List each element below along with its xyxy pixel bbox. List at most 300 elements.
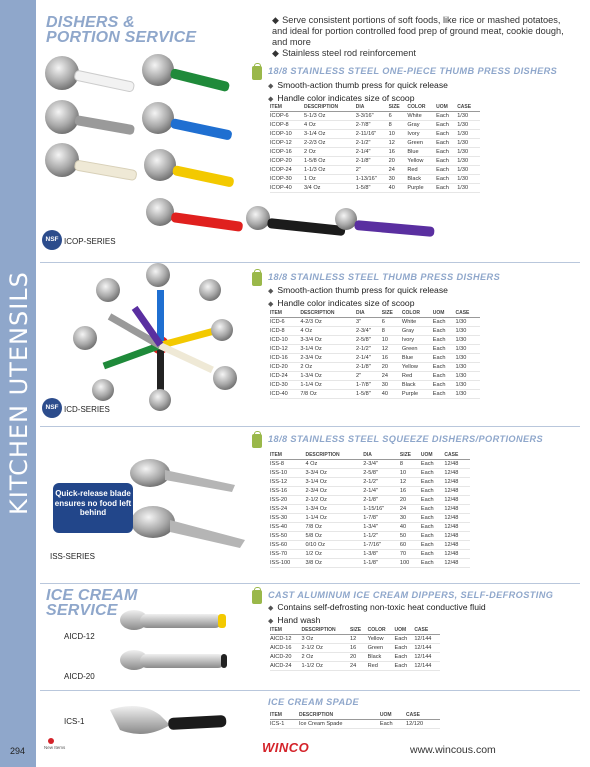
page-number: 294 — [10, 746, 26, 756]
table-cell: 1/30 — [457, 157, 480, 166]
table-cell: ICD-12 — [270, 345, 300, 354]
table-cell: 12/48 — [444, 559, 470, 568]
table-cell: 2-3/4" — [363, 460, 400, 469]
table-cell: 2-1/8" — [363, 496, 400, 505]
table-cell: ISS-16 — [270, 487, 305, 496]
table-cell: ISS-40 — [270, 523, 305, 532]
dishers-title-line2: PORTION SERVICE — [46, 29, 197, 46]
table-cell: 1/30 — [457, 148, 480, 157]
table-header: ITEM — [270, 626, 301, 635]
table-cell: 12/48 — [444, 496, 470, 505]
table-cell: 1/30 — [455, 363, 480, 372]
table-cell: ICD-30 — [270, 381, 300, 390]
table-cell: 1/30 — [455, 354, 480, 363]
icop-disher-green-icon — [142, 54, 230, 92]
table-header: DESCRIPTION — [305, 451, 363, 460]
table-cell: Blue — [407, 148, 436, 157]
table-cell: 12/48 — [444, 541, 470, 550]
table-cell: 3" — [356, 318, 382, 327]
table-cell: 12/48 — [444, 514, 470, 523]
table-cell: Each — [421, 505, 445, 514]
table-cell: 6 — [382, 318, 402, 327]
table-row — [270, 514, 470, 523]
table-cell: 20 — [350, 653, 368, 662]
table-cell: 1/30 — [455, 336, 480, 345]
table-row — [270, 487, 470, 496]
table-row — [270, 372, 480, 381]
table-cell: 2-1/2" — [356, 345, 382, 354]
icd-spec-table — [270, 309, 480, 399]
table-cell: ISS-12 — [270, 478, 305, 487]
table-cell: Yellow — [402, 363, 433, 372]
table-cell: 12 — [382, 345, 402, 354]
table-cell: Ice Cream Spade — [299, 720, 380, 729]
table-cell: 12/48 — [444, 469, 470, 478]
icop-bullet-2: ◆ Handle color indicates size of scoop — [268, 93, 448, 106]
table-row — [270, 157, 480, 166]
table-cell: 2-1/2" — [356, 139, 389, 148]
table-cell: Black — [368, 653, 395, 662]
table-cell: 12/48 — [444, 478, 470, 487]
table-header: CASE — [444, 451, 470, 460]
table-cell: 4 Oz — [300, 327, 356, 336]
table-cell: Each — [421, 541, 445, 550]
table-cell: 1/30 — [457, 175, 480, 184]
table-cell: 1-1/2 Oz — [301, 662, 350, 671]
table-cell: 3-1/4 Oz — [305, 478, 363, 487]
table-cell: 2" — [356, 166, 389, 175]
table-header: DESCRIPTION — [304, 103, 356, 112]
table-header: DESCRIPTION — [299, 711, 380, 720]
table-cell: 3-3/4 Oz — [305, 469, 363, 478]
table-cell: ICD-16 — [270, 354, 300, 363]
iss-spec-table — [270, 451, 470, 568]
table-cell: 1-13/16" — [356, 175, 389, 184]
table-cell: 8 — [382, 327, 402, 336]
table-cell: White — [407, 112, 436, 121]
table-cell: Each — [421, 550, 445, 559]
table-cell: 3-3/16" — [356, 112, 389, 121]
icd-disher-wheel-icon — [73, 263, 237, 411]
table-cell: ISS-60 — [270, 541, 305, 550]
aicd-title: CAST ALUMINUM ICE CREAM DIPPERS, SELF-DEFROSTING — [268, 590, 554, 600]
table-header: DESCRIPTION — [301, 626, 350, 635]
table-cell: 40 — [400, 523, 421, 532]
table-cell: 2-1/8" — [356, 157, 389, 166]
divider — [40, 690, 580, 691]
table-cell: 0/10 Oz — [305, 541, 363, 550]
table-cell: 60 — [400, 541, 421, 550]
aicd-20-label: AICD-20 — [64, 672, 95, 681]
table-cell: 4 Oz — [305, 460, 363, 469]
table-cell: Red — [407, 166, 436, 175]
table-header: SIZE — [389, 103, 408, 112]
table-cell: 3/4 Oz — [304, 184, 356, 193]
table-row — [270, 720, 440, 729]
table-cell: 1-5/8 Oz — [304, 157, 356, 166]
table-cell: Black — [402, 381, 433, 390]
table-cell: Each — [433, 318, 456, 327]
table-cell: ISS-50 — [270, 532, 305, 541]
table-cell: Each — [433, 390, 456, 399]
table-cell: ICS-1 — [270, 720, 299, 729]
table-cell: ICOP-30 — [270, 175, 304, 184]
table-cell: 12/144 — [414, 644, 440, 653]
table-row — [270, 559, 470, 568]
table-cell: Each — [421, 559, 445, 568]
bag-icon — [252, 272, 262, 286]
table-cell: 2-1/4" — [356, 354, 382, 363]
table-cell: 1/30 — [457, 184, 480, 193]
table-header: UOM — [421, 451, 445, 460]
table-row — [270, 635, 440, 644]
table-cell: ISS-30 — [270, 514, 305, 523]
icop-disher-ivory-icon — [45, 143, 137, 181]
table-row — [270, 532, 470, 541]
table-cell: 40 — [389, 184, 408, 193]
icop-disher-yellow-icon — [144, 149, 235, 188]
bag-icon — [252, 66, 262, 80]
table-cell: Each — [395, 653, 415, 662]
table-cell: 2-5/8" — [363, 469, 400, 478]
table-header: ITEM — [270, 451, 305, 460]
table-cell: 2-3/4 Oz — [300, 354, 356, 363]
table-cell: ICD-8 — [270, 327, 300, 336]
table-cell: Each — [433, 354, 456, 363]
table-row — [270, 345, 480, 354]
table-cell: 30 — [382, 381, 402, 390]
table-cell: Red — [368, 662, 395, 671]
table-cell: 12/48 — [444, 487, 470, 496]
table-cell: 1/30 — [457, 112, 480, 121]
table-cell: Each — [436, 166, 457, 175]
icop-disher-red-icon — [146, 198, 243, 232]
iss-disher-icon — [130, 459, 245, 548]
ics-1-label: ICS-1 — [64, 717, 85, 726]
table-cell: Each — [421, 487, 445, 496]
table-cell: Each — [436, 184, 457, 193]
table-cell: 1-7/8" — [356, 381, 382, 390]
table-cell: Red — [402, 372, 433, 381]
table-cell: 1-3/4 Oz — [300, 372, 356, 381]
table-cell: 16 — [350, 644, 368, 653]
new-items-label: New Items — [44, 745, 66, 750]
table-cell: 12 — [389, 139, 408, 148]
table-cell: 4-2/3 Oz — [300, 318, 356, 327]
table-cell: Each — [433, 372, 456, 381]
icd-series-label: ICD-SERIES — [64, 405, 110, 414]
icd-bullets — [268, 285, 448, 310]
table-cell: Each — [436, 130, 457, 139]
table-row — [270, 505, 470, 514]
table-cell: 6 — [389, 112, 408, 121]
table-header: DIA — [356, 103, 389, 112]
table-cell: Green — [368, 644, 395, 653]
icd-title: 18/8 STAINLESS STEEL THUMB PRESS DISHERS — [268, 272, 501, 282]
icop-title: 18/8 STAINLESS STEEL ONE-PIECE THUMB PRESS DISHERS — [268, 66, 558, 76]
divider — [40, 262, 580, 263]
icop-disher-blue-icon — [142, 102, 233, 141]
table-cell: 1-5/8" — [356, 184, 389, 193]
table-row — [270, 541, 470, 550]
table-cell: 16 — [400, 487, 421, 496]
table-cell: Black — [407, 175, 436, 184]
table-cell: 1/30 — [455, 390, 480, 399]
website-link[interactable]: www.wincous.com — [410, 744, 496, 756]
table-header: SIZE — [400, 451, 421, 460]
table-row — [270, 460, 470, 469]
table-row — [270, 121, 480, 130]
table-header: ITEM — [270, 711, 299, 720]
table-header: UOM — [380, 711, 406, 720]
table-cell: Blue — [402, 354, 433, 363]
table-cell: Ivory — [402, 336, 433, 345]
table-cell: Yellow — [407, 157, 436, 166]
table-cell: 1/30 — [457, 166, 480, 175]
table-row — [270, 390, 480, 399]
table-cell: Each — [436, 121, 457, 130]
table-cell: 100 — [400, 559, 421, 568]
table-cell: 1-5/8" — [356, 390, 382, 399]
table-cell: 3-3/4 Oz — [300, 336, 356, 345]
iss-title: 18/8 STAINLESS STEEL SQUEEZE DISHERS/PORTIONERS — [268, 434, 544, 444]
winco-logo: WINCO — [262, 740, 310, 755]
table-header: CASE — [457, 103, 480, 112]
iss-series-label: ISS-SERIES — [50, 552, 95, 561]
icop-bullets — [268, 80, 448, 105]
table-row — [270, 523, 470, 532]
table-cell: 1-7/16" — [363, 541, 400, 550]
table-cell: 2 Oz — [301, 653, 350, 662]
table-cell: 1/30 — [455, 372, 480, 381]
table-cell: ICOP-8 — [270, 121, 304, 130]
bag-icon — [252, 434, 262, 448]
table-cell: ISS-70 — [270, 550, 305, 559]
table-cell: 5/8 Oz — [305, 532, 363, 541]
table-header: DIA — [356, 309, 382, 318]
table-cell: 7/8 Oz — [305, 523, 363, 532]
table-header: COLOR — [368, 626, 395, 635]
aicd-dipper-icon — [120, 610, 227, 670]
aicd-spec-table — [270, 626, 440, 671]
aicd-bullet-2: ◆ Hand wash — [268, 615, 486, 628]
table-cell: 12/120 — [406, 720, 440, 729]
table-cell: Each — [395, 644, 415, 653]
table-row — [270, 327, 480, 336]
table-row — [270, 381, 480, 390]
table-cell: 8 — [400, 460, 421, 469]
table-cell: 30 — [400, 514, 421, 523]
table-cell: 24 — [382, 372, 402, 381]
table-row — [270, 469, 470, 478]
icop-disher-purple-icon — [335, 208, 435, 237]
table-row — [270, 318, 480, 327]
table-cell: Green — [402, 345, 433, 354]
table-cell: ICD-40 — [270, 390, 300, 399]
table-cell: 1/2 Oz — [305, 550, 363, 559]
table-row — [270, 662, 440, 671]
table-cell: Each — [433, 381, 456, 390]
table-cell: 1-3/4 Oz — [305, 505, 363, 514]
table-cell: Ivory — [407, 130, 436, 139]
table-cell: 2-2/3 Oz — [304, 139, 356, 148]
table-cell: 10 — [382, 336, 402, 345]
table-cell: 12 — [400, 478, 421, 487]
table-row — [270, 130, 480, 139]
side-title-text: KITCHEN UTENSILS — [5, 271, 33, 515]
table-cell: Each — [433, 336, 456, 345]
table-header: UOM — [433, 309, 456, 318]
table-cell: Each — [380, 720, 406, 729]
table-cell: 1/30 — [455, 345, 480, 354]
table-cell: 12/48 — [444, 460, 470, 469]
table-cell: 30 — [389, 175, 408, 184]
quick-release-callout: Quick-release blade ensures no food left behind — [53, 483, 133, 533]
table-row — [270, 166, 480, 175]
table-cell: Each — [436, 157, 457, 166]
table-cell: Each — [433, 345, 456, 354]
icop-disher-white-icon — [45, 56, 135, 92]
table-cell: ICOP-24 — [270, 166, 304, 175]
table-cell: 2-5/8" — [356, 336, 382, 345]
table-row — [270, 336, 480, 345]
table-row — [270, 139, 480, 148]
table-cell: 12/48 — [444, 550, 470, 559]
table-header: UOM — [395, 626, 415, 635]
table-cell: Each — [421, 460, 445, 469]
icd-bullet-1: ◆ Smooth-action thumb press for quick release — [268, 285, 448, 298]
table-cell: 12/48 — [444, 532, 470, 541]
table-cell: 12/48 — [444, 505, 470, 514]
table-cell: ICD-20 — [270, 363, 300, 372]
table-header: COLOR — [407, 103, 436, 112]
table-cell: 2-1/2 Oz — [301, 644, 350, 653]
intro-text-1: Serve consistent portions of soft foods, like rice or mashed potatoes, and ideal for portion controlled food prep of ground meat, cookie dough, and more — [272, 15, 564, 47]
table-cell: ICOP-16 — [270, 148, 304, 157]
table-cell: 1-1/4 Oz — [300, 381, 356, 390]
table-cell: Each — [436, 175, 457, 184]
table-cell: ICOP-10 — [270, 130, 304, 139]
table-row — [270, 184, 480, 193]
table-cell: 50 — [400, 532, 421, 541]
table-cell: Each — [436, 112, 457, 121]
table-cell: 20 — [400, 496, 421, 505]
table-cell: Purple — [402, 390, 433, 399]
table-cell: AICD-20 — [270, 653, 301, 662]
dishers-title-line1: DISHERS & — [46, 14, 135, 31]
table-cell: 12/48 — [444, 523, 470, 532]
table-cell: 2-1/2" — [363, 478, 400, 487]
ics-spec-table — [270, 711, 440, 729]
table-cell: Gray — [407, 121, 436, 130]
icecream-title-line2: SERVICE — [46, 602, 118, 619]
table-cell: 8 — [389, 121, 408, 130]
table-cell: White — [402, 318, 433, 327]
table-header: DIA — [363, 451, 400, 460]
intro-bullet: ◆ Serve consistent portions of soft foods, like rice or mashed potatoes, and ideal for portion controlled food prep of ground meat, cookie dough, and more — [272, 15, 564, 47]
aicd-bullet-1: ◆ Contains self-defrosting non-toxic heat conductive fluid — [268, 602, 486, 615]
table-cell: 1-1/8" — [363, 559, 400, 568]
divider — [40, 583, 580, 584]
table-row — [270, 644, 440, 653]
table-cell: 20 — [382, 363, 402, 372]
table-cell: 20 — [389, 157, 408, 166]
table-cell: Green — [407, 139, 436, 148]
table-cell: 16 — [382, 354, 402, 363]
table-cell: 7/8 Oz — [300, 390, 356, 399]
table-cell: ISS-100 — [270, 559, 305, 568]
table-cell: ISS-20 — [270, 496, 305, 505]
table-cell: 1-3/8" — [363, 550, 400, 559]
table-cell: 2-1/4" — [363, 487, 400, 496]
table-cell: 1-7/8" — [363, 514, 400, 523]
table-cell: 2-7/8" — [356, 121, 389, 130]
table-cell: 24 — [350, 662, 368, 671]
table-cell: 1-15/16" — [363, 505, 400, 514]
table-cell: 3-1/4 Oz — [304, 130, 356, 139]
table-header: ITEM — [270, 103, 304, 112]
table-cell: Each — [421, 514, 445, 523]
table-header: CASE — [455, 309, 480, 318]
table-cell: 4 Oz — [304, 121, 356, 130]
table-cell: 10 — [389, 130, 408, 139]
table-row — [270, 112, 480, 121]
table-cell: 12/144 — [414, 635, 440, 644]
table-row — [270, 363, 480, 372]
intro-text-2: Stainless steel rod reinforcement — [282, 48, 416, 58]
table-header: UOM — [436, 103, 457, 112]
table-cell: 3/8 Oz — [305, 559, 363, 568]
table-row — [270, 478, 470, 487]
table-cell: 1-3/4" — [363, 523, 400, 532]
table-cell: ISS-10 — [270, 469, 305, 478]
table-cell: Each — [433, 327, 456, 336]
table-header: COLOR — [402, 309, 433, 318]
ics-title: ICE CREAM SPADE — [268, 697, 360, 707]
table-cell: 24 — [400, 505, 421, 514]
table-header: ITEM — [270, 309, 300, 318]
table-row — [270, 496, 470, 505]
table-cell: ISS-8 — [270, 460, 305, 469]
table-cell: AICD-12 — [270, 635, 301, 644]
divider — [40, 426, 580, 427]
table-cell: 1/30 — [455, 327, 480, 336]
table-cell: 2-3/4" — [356, 327, 382, 336]
icop-series-label: ICOP-SERIES — [64, 237, 116, 246]
table-cell: Each — [433, 363, 456, 372]
table-row — [270, 354, 480, 363]
table-cell: 2-1/4" — [356, 148, 389, 157]
table-cell: Each — [421, 496, 445, 505]
table-header: CASE — [414, 626, 440, 635]
table-cell: ICD-10 — [270, 336, 300, 345]
table-cell: 24 — [389, 166, 408, 175]
table-cell: 1-1/2" — [363, 532, 400, 541]
icop-bullet-1: ◆ Smooth-action thumb press for quick release — [268, 80, 448, 93]
table-cell: Each — [421, 532, 445, 541]
table-cell: Gray — [402, 327, 433, 336]
table-row — [270, 653, 440, 662]
table-row — [270, 175, 480, 184]
table-cell: 2-3/4 Oz — [305, 487, 363, 496]
intro-bullet: ◆ Stainless steel rod reinforcement — [272, 48, 416, 58]
table-cell: 3 Oz — [301, 635, 350, 644]
table-cell: 1/30 — [455, 318, 480, 327]
table-cell: AICD-24 — [270, 662, 301, 671]
table-header: SIZE — [350, 626, 368, 635]
nsf-badge-icon: NSF — [42, 398, 62, 418]
table-header: CASE — [406, 711, 440, 720]
